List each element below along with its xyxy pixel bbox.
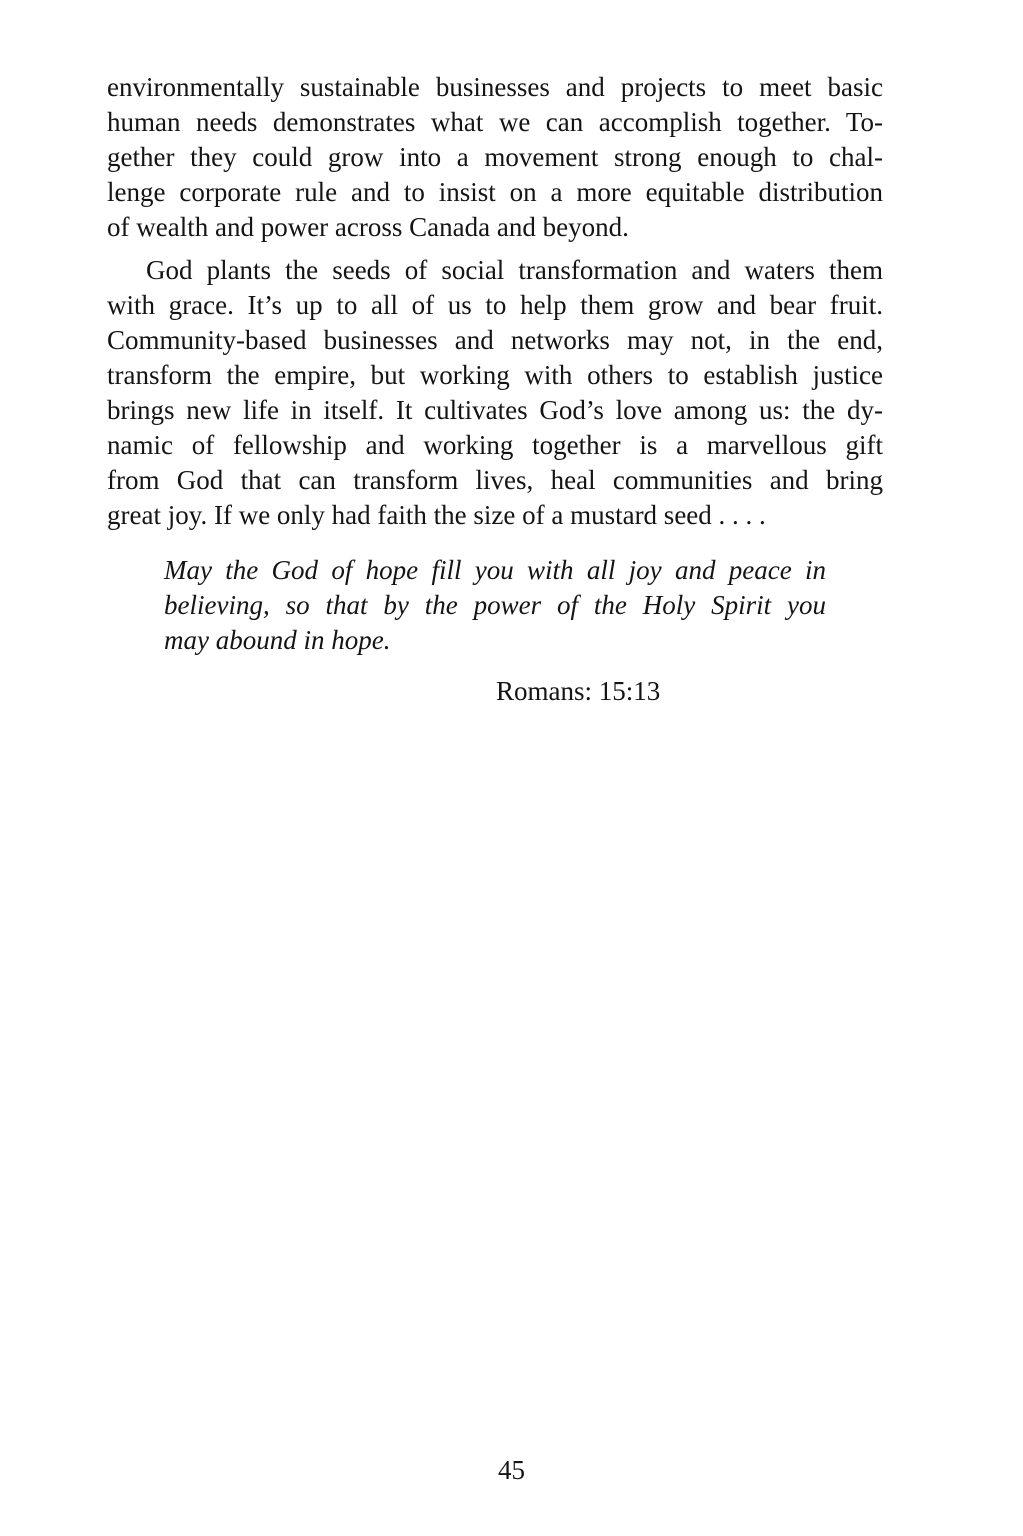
- text-line: great joy. If we only had faith the size of a mustard seed . . . .: [107, 500, 766, 530]
- text-line: lenge corporate rule and to insist on a more equitable distribution: [107, 177, 883, 207]
- text-line: of wealth and power across Canada and beyond.: [107, 212, 629, 242]
- quote-line: May the God of hope fill you with all joy and peace in: [164, 555, 826, 585]
- text-line: brings new life in itself. It cultivates God’s love among us: the dy-: [107, 395, 883, 425]
- text-line: gether they could grow into a movement strong enough to chal-: [107, 142, 883, 172]
- text-line: environmentally sustainable businesses and projects to meet basic: [107, 72, 883, 102]
- paragraph-2: [107, 253, 883, 533]
- text-line: God plants the seeds of social transformation and waters them: [146, 255, 883, 285]
- scripture-quote: [164, 553, 826, 658]
- text-line: from God that can transform lives, heal communities and bring: [107, 465, 883, 495]
- text-line: transform the empire, but working with others to establish justice: [107, 360, 883, 390]
- quote-line: believing, so that by the power of the Holy Spirit you: [164, 590, 826, 620]
- page-number: 45: [498, 1455, 525, 1485]
- quote-line: may abound in hope.: [164, 625, 391, 655]
- body-text: [107, 70, 883, 533]
- text-line: namic of fellowship and working together is a marvellous gift: [107, 430, 883, 460]
- paragraph-1: [107, 70, 883, 245]
- text-line: Community-based businesses and networks may not, in the end,: [107, 325, 883, 355]
- text-line: with grace. It’s up to all of us to help them grow and bear fruit.: [107, 290, 883, 320]
- quote-citation: Romans: 15:13: [496, 676, 661, 706]
- text-line: human needs demonstrates what we can accomplish together. To-: [107, 107, 883, 137]
